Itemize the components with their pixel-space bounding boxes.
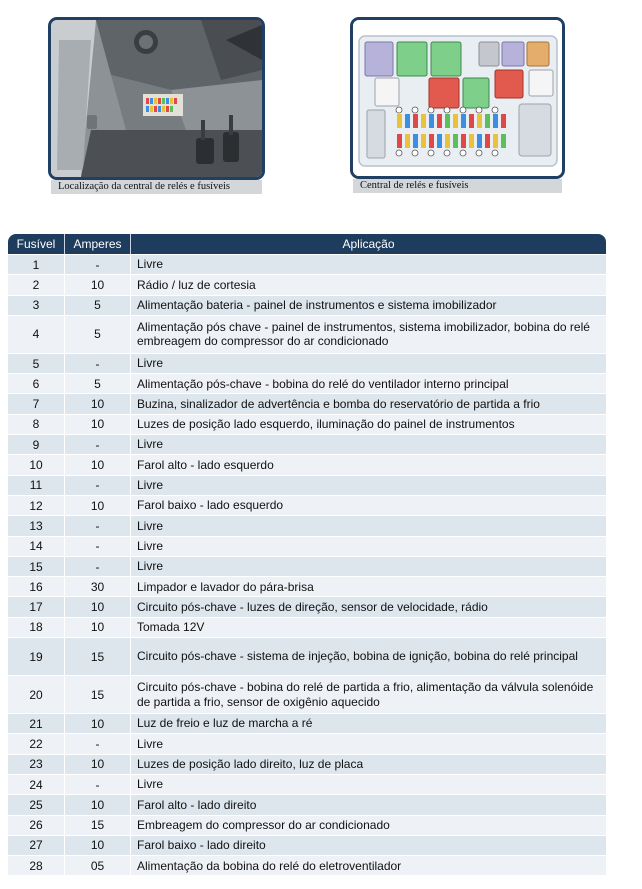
table-row [8, 353, 606, 373]
fuse-number-cell: 19 [29, 649, 43, 664]
table-row [8, 855, 606, 875]
table-row [8, 774, 606, 794]
application-cell: Livre [130, 354, 606, 373]
fuse-number-cell: 4 [32, 327, 40, 342]
table-row [8, 794, 606, 814]
table-row [8, 295, 606, 315]
amperes-cell: 30 [64, 577, 130, 596]
table-row [8, 315, 606, 353]
fuse-number-cell: 15 [29, 559, 43, 574]
dashboard-illustration [51, 20, 262, 177]
table-row [8, 393, 606, 413]
fusebox-location-caption: Localização da central de relés e fusíveis [51, 180, 262, 194]
fuse-central-caption: Central de relés e fusíveis [353, 179, 562, 193]
fuse-number-cell: 8 [32, 417, 40, 432]
amperes-cell: - [64, 537, 130, 556]
header-application: Aplicação [130, 234, 606, 254]
application-cell: Circuito pós-chave - sistema de injeção, bobina de ignição, bobina do relé principal [130, 638, 606, 675]
amperes-cell: 10 [64, 415, 130, 434]
amperes-cell: - [64, 557, 130, 576]
fuse-number-cell: 2 [32, 277, 40, 292]
fuse-number-cell: 22 [29, 736, 43, 751]
fuse-table [8, 234, 606, 875]
fuse-number-cell: 28 [29, 858, 43, 873]
fuse-number-cell: 9 [32, 437, 40, 452]
fuse-number-cell: 16 [29, 579, 43, 594]
fuse-number-cell: 5 [32, 356, 40, 371]
fuse-number-cell: 11 [29, 478, 43, 493]
fuse-number-cell: 17 [29, 600, 43, 615]
fuse-number-cell: 23 [29, 757, 43, 772]
amperes-cell: - [64, 255, 130, 274]
application-cell: Livre [130, 557, 606, 576]
application-cell: Livre [130, 255, 606, 274]
table-row [8, 754, 606, 774]
table-row [8, 475, 606, 495]
application-cell: Livre [130, 775, 606, 794]
table-row [8, 454, 606, 474]
fuse-number-cell: 12 [29, 498, 43, 513]
amperes-cell: 15 [64, 676, 130, 713]
table-row [8, 596, 606, 616]
amperes-cell: - [64, 435, 130, 454]
application-cell: Livre [130, 435, 606, 454]
application-cell: Alimentação pós-chave - bobina do relé do ventilador interno principal [130, 374, 606, 393]
table-row [8, 675, 606, 713]
table-row [8, 414, 606, 434]
application-cell: Luzes de posição lado esquerdo, iluminação do painel de instrumentos [130, 415, 606, 434]
application-cell: Livre [130, 734, 606, 753]
table-row [8, 713, 606, 733]
amperes-cell: 10 [64, 455, 130, 474]
amperes-cell: - [64, 476, 130, 495]
fuse-number-cell: 18 [29, 620, 43, 635]
application-cell: Embreagem do compressor do ar condicionado [130, 816, 606, 835]
header-fuse: Fusível [16, 237, 56, 251]
fuse-number-cell: 13 [29, 518, 43, 533]
fuse-number-cell: 1 [32, 257, 40, 272]
application-cell: Alimentação bateria - painel de instrumentos e sistema imobilizador [130, 296, 606, 315]
header-amperes: Amperes [64, 234, 130, 254]
amperes-cell: 5 [64, 296, 130, 315]
fuse-number-cell: 26 [29, 818, 43, 833]
amperes-cell: 5 [64, 316, 130, 353]
application-cell: Limpador e lavador do pára-brisa [130, 577, 606, 596]
table-row [8, 576, 606, 596]
fuse-central-photo [350, 17, 565, 179]
amperes-cell: 10 [64, 597, 130, 616]
fuse-number-cell: 20 [29, 687, 43, 702]
table-row [8, 815, 606, 835]
application-cell: Alimentação da bobina do relé do eletroventilador [130, 856, 606, 875]
amperes-cell: 10 [64, 394, 130, 413]
application-cell: Farol baixo - lado esquerdo [130, 496, 606, 515]
application-cell: Buzina, sinalizador de advertência e bomba do reservatório de partida a frio [130, 394, 606, 413]
amperes-cell: - [64, 516, 130, 535]
application-cell: Circuito pós-chave - bobina do relé de partida a frio, alimentação da válvula solenóide de partida a frio, sensor de oxigênio aquecido [130, 676, 606, 713]
table-row [8, 556, 606, 576]
table-body [8, 254, 606, 875]
application-cell: Rádio / luz de cortesia [130, 275, 606, 294]
application-cell: Luzes de posição lado direito, luz de placa [130, 755, 606, 774]
fuse-number-cell: 7 [32, 397, 40, 412]
fuse-number-cell: 6 [32, 376, 40, 391]
fuse-number-cell: 14 [29, 539, 43, 554]
application-cell: Livre [130, 516, 606, 535]
amperes-cell: 10 [64, 618, 130, 637]
application-cell: Tomada 12V [130, 618, 606, 637]
fuse-number-cell: 27 [29, 838, 43, 853]
amperes-cell: 10 [64, 275, 130, 294]
application-cell: Farol alto - lado esquerdo [130, 455, 606, 474]
amperes-cell: 10 [64, 836, 130, 855]
amperes-cell: 15 [64, 638, 130, 675]
table-row [8, 495, 606, 515]
table-row [8, 536, 606, 556]
table-row [8, 637, 606, 675]
table-header [8, 234, 606, 254]
application-cell: Farol alto - lado direito [130, 795, 606, 814]
application-cell: Luz de freio e luz de marcha a ré [130, 714, 606, 733]
table-row [8, 434, 606, 454]
fuse-number-cell: 21 [29, 716, 43, 731]
application-cell: Alimentação pós chave - painel de instrumentos, sistema imobilizador, bobina do relé embreagem do compressor do ar condicionado [130, 316, 606, 353]
amperes-cell: 10 [64, 795, 130, 814]
table-row [8, 373, 606, 393]
fuse-number-cell: 3 [32, 298, 40, 313]
application-cell: Farol baixo - lado direito [130, 836, 606, 855]
table-row [8, 617, 606, 637]
fusebox-location-photo [48, 17, 265, 180]
table-row [8, 254, 606, 274]
amperes-cell: 15 [64, 816, 130, 835]
table-row [8, 274, 606, 294]
fuse-number-cell: 24 [29, 777, 43, 792]
amperes-cell: 10 [64, 714, 130, 733]
table-row [8, 835, 606, 855]
application-cell: Livre [130, 476, 606, 495]
amperes-cell: - [64, 354, 130, 373]
amperes-cell: 5 [64, 374, 130, 393]
table-row [8, 515, 606, 535]
amperes-cell: 10 [64, 496, 130, 515]
fuse-number-cell: 25 [29, 797, 43, 812]
amperes-cell: 10 [64, 755, 130, 774]
application-cell: Circuito pós-chave - luzes de direção, sensor de velocidade, rádio [130, 597, 606, 616]
fuse-number-cell: 10 [29, 458, 43, 473]
fuse-central-illustration [353, 20, 562, 176]
amperes-cell: 05 [64, 856, 130, 875]
application-cell: Livre [130, 537, 606, 556]
amperes-cell: - [64, 734, 130, 753]
amperes-cell: - [64, 775, 130, 794]
table-row [8, 733, 606, 753]
